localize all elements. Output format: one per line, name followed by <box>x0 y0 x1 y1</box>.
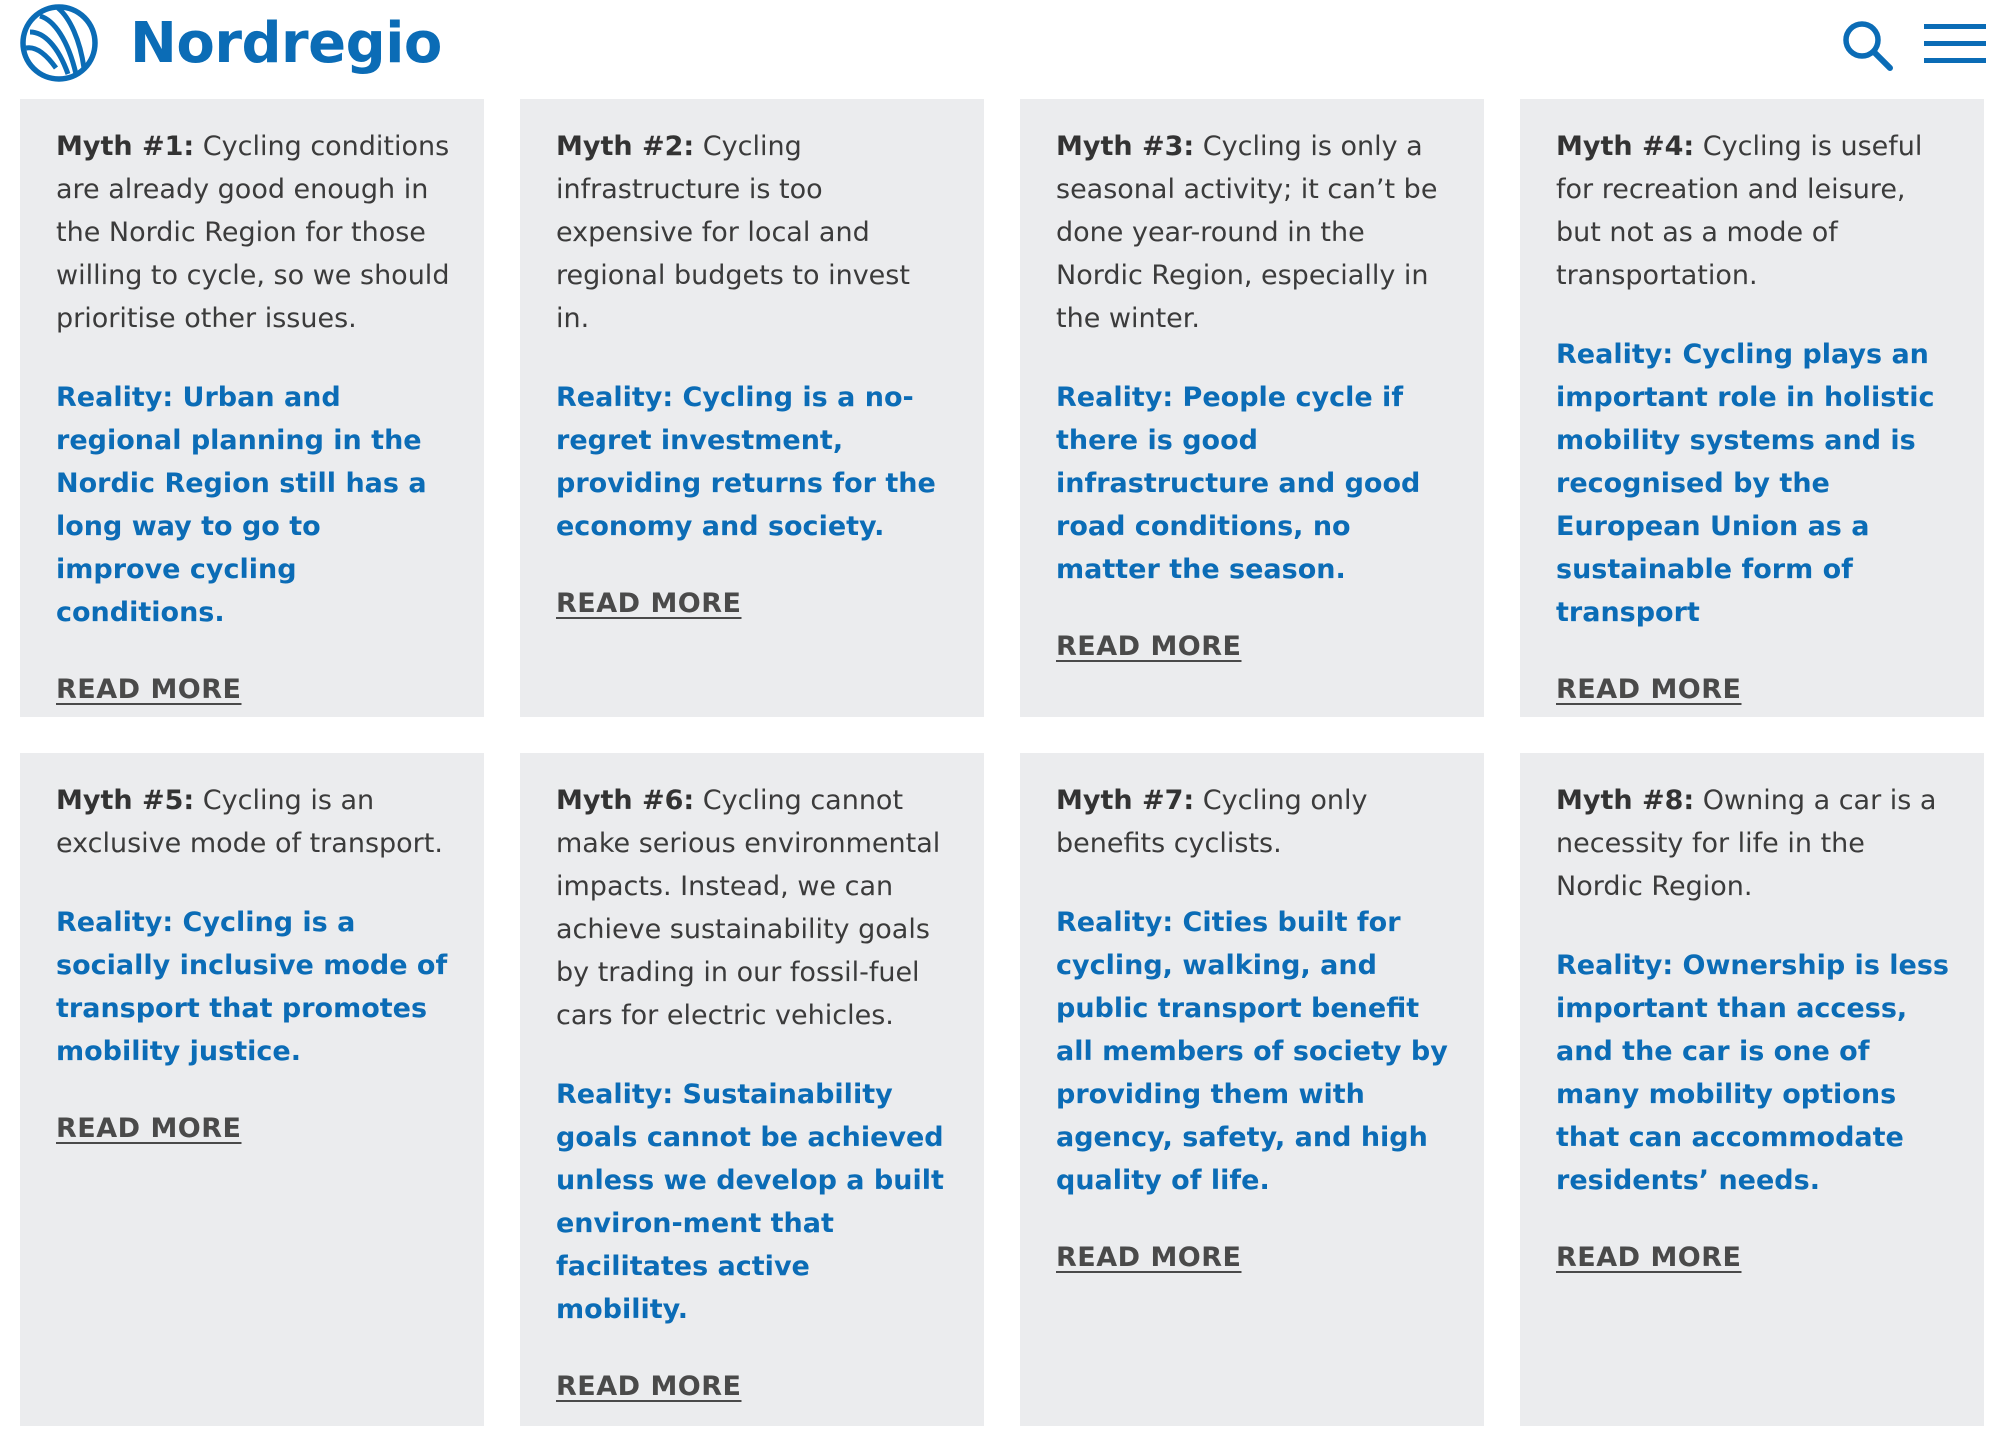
reality-text: Cycling plays an important role in holistic mobility systems and is recognised by the European Union as a sustainable form of transport <box>1556 339 1935 628</box>
reality-label: Reality: <box>556 1079 674 1110</box>
myth-label: Myth #7: <box>1056 785 1195 816</box>
myth-cards-grid <box>20 99 1985 1426</box>
reality-label: Reality: <box>1556 339 1674 370</box>
myth-text: Cycling only benefits cyclists. <box>1056 785 1368 859</box>
reality-statement <box>556 376 950 548</box>
myth-text: Owning a car is a necessity for life in the Nordic Region. <box>1556 785 1937 902</box>
myth-statement <box>556 779 950 1037</box>
myth-text: Cycling cannot make serious environmental impacts. Instead, we can achieve sustainability goals by trading in our fossil-fuel cars for electric vehicles. <box>556 785 941 1031</box>
search-icon <box>1840 18 1894 72</box>
myth-card-3 <box>1020 99 1484 717</box>
myth-label: Myth #8: <box>1556 785 1695 816</box>
reality-statement <box>1556 944 1950 1202</box>
myth-statement <box>56 125 450 340</box>
myth-text: Cycling conditions are already good enough in the Nordic Region for those willing to cycle, so we should prioritise other issues. <box>56 131 450 334</box>
reality-text: Sustainability goals cannot be achieved unless we develop a built environ-ment that facilitates active mobility. <box>556 1079 944 1325</box>
reality-text: Cities built for cycling, walking, and public transport benefit all members of society by providing them with agency, safety, and high quality of life. <box>1056 907 1448 1196</box>
reality-label: Reality: <box>1056 382 1174 413</box>
read-more-link[interactable]: READ MORE <box>56 674 242 705</box>
myth-label: Myth #3: <box>1056 131 1195 162</box>
myth-label: Myth #4: <box>1556 131 1695 162</box>
myth-card-7 <box>1020 753 1484 1426</box>
myth-label: Myth #6: <box>556 785 695 816</box>
reality-text: Urban and regional planning in the Nordic Region still has a long way to go to improve cycling conditions. <box>56 382 427 628</box>
reality-label: Reality: <box>556 382 674 413</box>
reality-text: Ownership is less important than access, and the car is one of many mobility options that can accommodate residents’ needs. <box>1556 950 1949 1196</box>
myth-text: Cycling is only a seasonal activity; it can’t be done year-round in the Nordic Region, especially in the winter. <box>1056 131 1438 334</box>
myth-text: Cycling is useful for recreation and leisure, but not as a mode of transportation. <box>1556 131 1923 291</box>
read-more-link[interactable]: READ MORE <box>556 1371 742 1402</box>
myth-statement <box>1556 125 1950 297</box>
reality-label: Reality: <box>56 382 174 413</box>
reality-text: People cycle if there is good infrastructure and good road conditions, no matter the season. <box>1056 382 1421 585</box>
myth-card-4 <box>1520 99 1984 717</box>
myth-card-5 <box>20 753 484 1426</box>
read-more-link[interactable]: READ MORE <box>1556 1242 1742 1273</box>
reality-statement <box>56 901 450 1073</box>
myth-label: Myth #5: <box>56 785 195 816</box>
myth-label: Myth #1: <box>56 131 195 162</box>
myth-card-6 <box>520 753 984 1426</box>
reality-label: Reality: <box>1056 907 1174 938</box>
read-more-link[interactable]: READ MORE <box>1056 1242 1242 1273</box>
read-more-link[interactable]: READ MORE <box>556 588 742 619</box>
reality-label: Reality: <box>56 907 174 938</box>
myth-statement <box>1056 125 1450 340</box>
reality-label: Reality: <box>1556 950 1674 981</box>
myth-statement <box>1556 779 1950 908</box>
myth-text: Cycling infrastructure is too expensive for local and regional budgets to invest in. <box>556 131 910 334</box>
brand-name: Nordregio <box>130 10 442 76</box>
read-more-link[interactable]: READ MORE <box>1056 631 1242 662</box>
myth-statement <box>1056 779 1450 865</box>
menu-button[interactable] <box>1924 24 1986 64</box>
nordregio-swan-logo-icon <box>18 2 100 84</box>
myth-card-1 <box>20 99 484 717</box>
myth-statement <box>556 125 950 340</box>
reality-statement <box>556 1073 950 1331</box>
myth-text: Cycling is an exclusive mode of transport. <box>56 785 443 859</box>
myth-label: Myth #2: <box>556 131 695 162</box>
myth-statement <box>56 779 450 865</box>
read-more-link[interactable]: READ MORE <box>56 1113 242 1144</box>
search-button[interactable] <box>1840 18 1894 72</box>
reality-statement <box>56 376 450 634</box>
reality-statement <box>1056 376 1450 591</box>
reality-text: Cycling is a socially inclusive mode of transport that promotes mobility justice. <box>56 907 448 1067</box>
site-header <box>0 0 2000 96</box>
brand-logo-link[interactable] <box>18 2 442 84</box>
read-more-link[interactable]: READ MORE <box>1556 674 1742 705</box>
myth-card-2 <box>520 99 984 717</box>
reality-statement <box>1056 901 1450 1202</box>
hamburger-menu-icon <box>1924 24 1986 64</box>
reality-text: Cycling is a no-regret investment, providing returns for the economy and society. <box>556 382 936 542</box>
reality-statement <box>1556 333 1950 634</box>
myth-card-8 <box>1520 753 1984 1426</box>
